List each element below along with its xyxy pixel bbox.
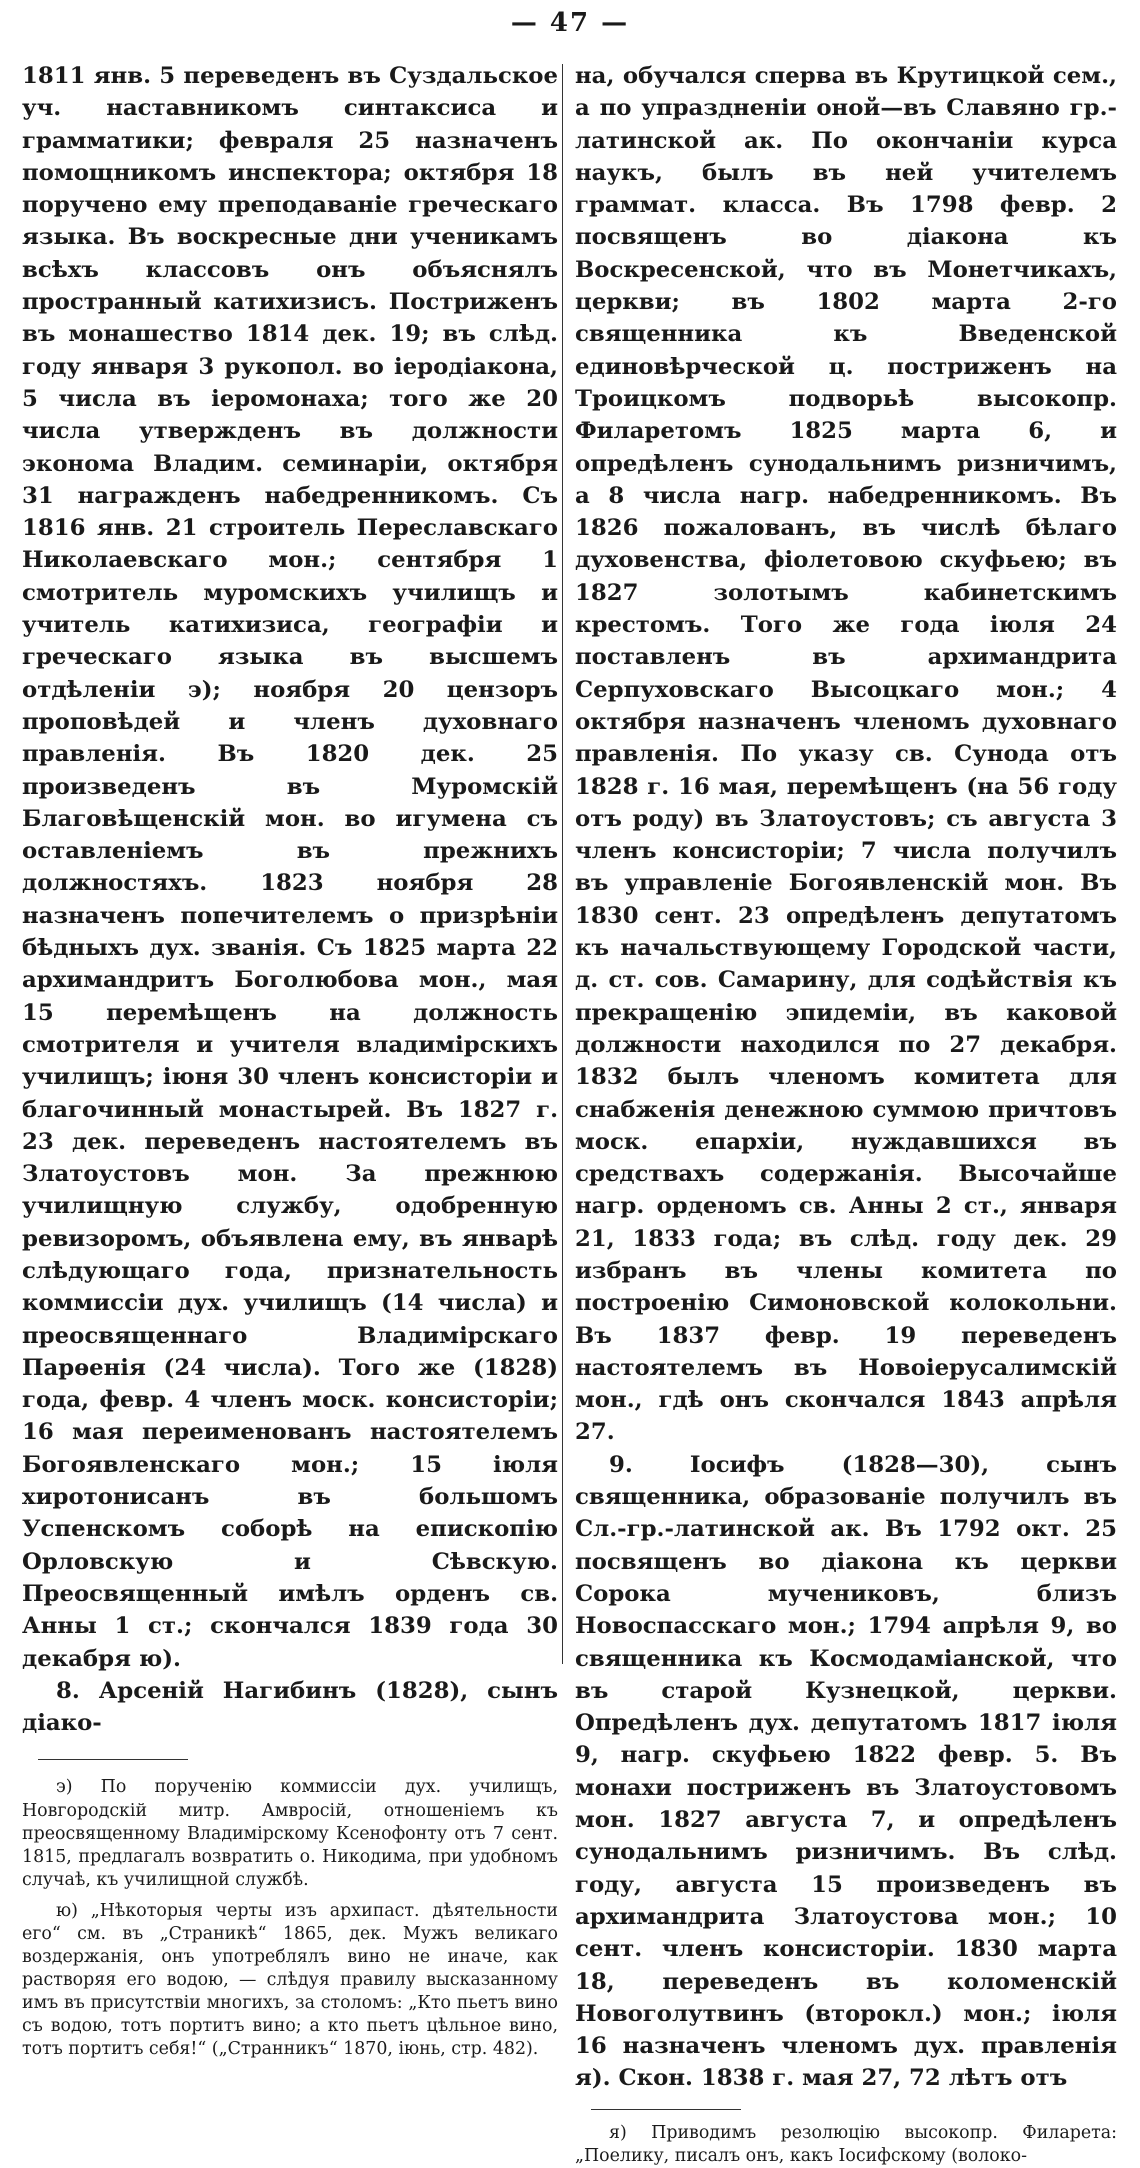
footnote-rule	[38, 1759, 188, 1760]
footnote: я) Приводимъ резолюцiю высокопр. Филарета: „Поелику, писалъ онъ, какъ Iосифскому (волоко-	[575, 2122, 1117, 2166]
right-column	[575, 60, 1117, 2168]
paragraph: 1811 янв. 5 переведенъ въ Суздальское уч. наставникомъ синтаксиса и грамматики; февраля 25 назначенъ помощникомъ инспектора; октября 18 поручено ему преподаванiе греческаго языка. Въ воскресные дни ученикамъ всѣхъ классовъ онъ объяснялъ пространный катихизисъ. Постриженъ въ монашество 1814 дек. 19; въ слѣд. году января 3 рукопол. во iеродiакона, 5 числа въ iеромонаха; того же 20 числа утвержденъ въ должности эконома Владим. семинарiи, октября 31 награжденъ набедренникомъ. Съ 1816 янв. 21 строитель Переславскаго Николаевскаго мон.; сентября 1 смотритель муромскихъ училищъ и учитель катихизиса, географiи и греческаго языка въ высшемъ отдѣленiи э); ноября 20 цензоръ проповѣдей и членъ духовнаго правленiя. Въ 1820 дек. 25 произведенъ въ Муромскiй Благовѣщенскiй мон. во игумена съ оставленiемъ въ прежнихъ должностяхъ. 1823 ноября 28 назначенъ попечителемъ о призрѣнiи бѣдныхъ дух. званiя. Съ 1825 марта 22 архимандритъ Боголюбова мон., мая 15 перемѣщенъ на должность смотрителя и учителя владимiрскихъ училищъ; iюня 30 членъ консисторiи и благочинный монастырей. Въ 1827 г. 23 дек. переведенъ настоятелемъ въ Златоустовъ мон. За прежнюю училищную службу, одобренную ревизоромъ, объявлена ему, въ январѣ слѣдующаго года, признательность коммиссiи дух. училищъ (14 числа) и преосвященнаго Владимiрскаго Парѳенiя (24 числа). Того же (1828) года, февр. 4 членъ моск. консисторiи; 16 мая переименованъ настоятелемъ Богоявленскаго мон.; 15 iюля хиротонисанъ въ большомъ Успенскомъ соборѣ на епископiю Орловскую и Сѣвскую. Преосвященный имѣлъ орденъ св. Анны 1 ст.; скончался 1839 года 30 декабря ю).	[22, 63, 558, 1672]
footnote: э) По порученiю коммиссiи дух. училищъ, Новгородскiй митр. Амвросiй, отношенiемъ къ преосвященному Владимiрскому Ксенофонту отъ 7 сент. 1815, предлагалъ возвратить о. Никодима, при удобномъ случаѣ, къ училищной службѣ.	[22, 1777, 558, 1890]
column-divider	[562, 64, 563, 1664]
paragraph: 9. Iосифъ (1828—30), сынъ священника, образованiе получилъ въ Сл.-гр.-латинской ак. Въ 1792 окт. 25 посвященъ во дiакона къ церкви Сорока мучениковъ, близъ Новоспасскаго мон.; 1794 апрѣля 9, во священника къ Космодамiанской, что въ старой Кузнецкой, церкви. Опредѣленъ дух. депутатомъ 1817 iюля 9, нагр. скуфьею 1822 февр. 5. Въ монахи постриженъ въ Златоустовомъ мон. 1827 августа 7, и опредѣленъ сунодальнимъ ризничимъ. Въ слѣд. году, августа 15 произведенъ въ архимандрита Златоустова мон.; 10 сент. членъ консисторiи. 1830 марта 18, переведенъ въ коломенскiй Новоголутвинъ (второкл.) мон.; iюля 16 назначенъ членомъ дух. правленiя я). Скон. 1838 г. мая 27, 72 лѣтъ отъ	[575, 1451, 1117, 2092]
left-column	[22, 60, 558, 2062]
right-main-text	[575, 60, 1117, 2095]
left-main-text	[22, 60, 558, 1739]
paragraph: 8. Арсенiй Нагибинъ (1828), сынъ дiако-	[22, 1677, 558, 1737]
footnote-rule	[591, 2109, 741, 2110]
footnote: ю) „Нѣкоторыя черты изъ архипаст. дѣятельности его“ см. въ „Страникѣ“ 1865, дек. Мужъ великаго воздержанiя, онъ употреблялъ вино не иначе, как растворяя его водою, — слѣдуя правилу высказанному имъ въ присутствiи многихъ, за столомъ: „Кто пьетъ вино съ водою, тотъ портитъ вино; а кто пьетъ цѣльное вино, тотъ портитъ себя!“ („Странникъ“ 1870, iюнь, стр. 482).	[22, 1900, 558, 2060]
paragraph: на, обучался сперва въ Крутицкой сем., а по упраздненiи оной—въ Славяно гр.-латинской ак. По окончанiи курса наукъ, былъ въ ней учителемъ граммат. класса. Въ 1798 февр. 2 посвященъ во дiакона къ Воскресенской, что въ Монетчикахъ, церкви; въ 1802 марта 2-го священника къ Введенской единовѣрческой ц. постриженъ на Троицкомъ подворьѣ высокопр. Филаретомъ 1825 марта 6, и опредѣленъ сунодальнимъ ризничимъ, а 8 числа нагр. набедренникомъ. Въ 1826 пожалованъ, въ числѣ бѣлаго духовенства, фiолетовою скуфьею; въ 1827 золотымъ кабинетскимъ крестомъ. Того же года iюля 24 поставленъ въ архимандрита Серпуховскаго Высоцкаго мон.; 4 октября назначенъ членомъ духовнаго правленiя. По указу св. Сунода отъ 1828 г. 16 мая, перемѣщенъ (на 56 году отъ роду) въ Златоустовъ; съ августа 3 членъ консисторiи; 7 числа получилъ въ управленiе Богоявленскiй мон. Въ 1830 сент. 23 опредѣленъ депутатомъ къ начальствующему Городской части, д. ст. сов. Самарину, для содѣйствiя къ прекращенiю эпидемiи, въ каковой должности находился по 27 декабря. 1832 былъ членомъ комитета для снабженiя денежною суммою причтовъ моск. епархiи, нуждавшихся въ средствахъ содержанiя. Высочайше нагр. орденомъ св. Анны 2 ст., января 21, 1833 года; въ слѣд. году дек. 29 избранъ въ члены комитета по построенiю Симоновской колокольни. Въ 1837 февр. 19 переведенъ настоятелемъ въ Новоiерусалимскiй мон., гдѣ онъ скончался 1843 апрѣля 27.	[575, 63, 1117, 1446]
right-footnotes	[575, 2122, 1117, 2168]
page-number: — 47 —	[510, 8, 630, 38]
left-footnotes	[22, 1776, 558, 2061]
